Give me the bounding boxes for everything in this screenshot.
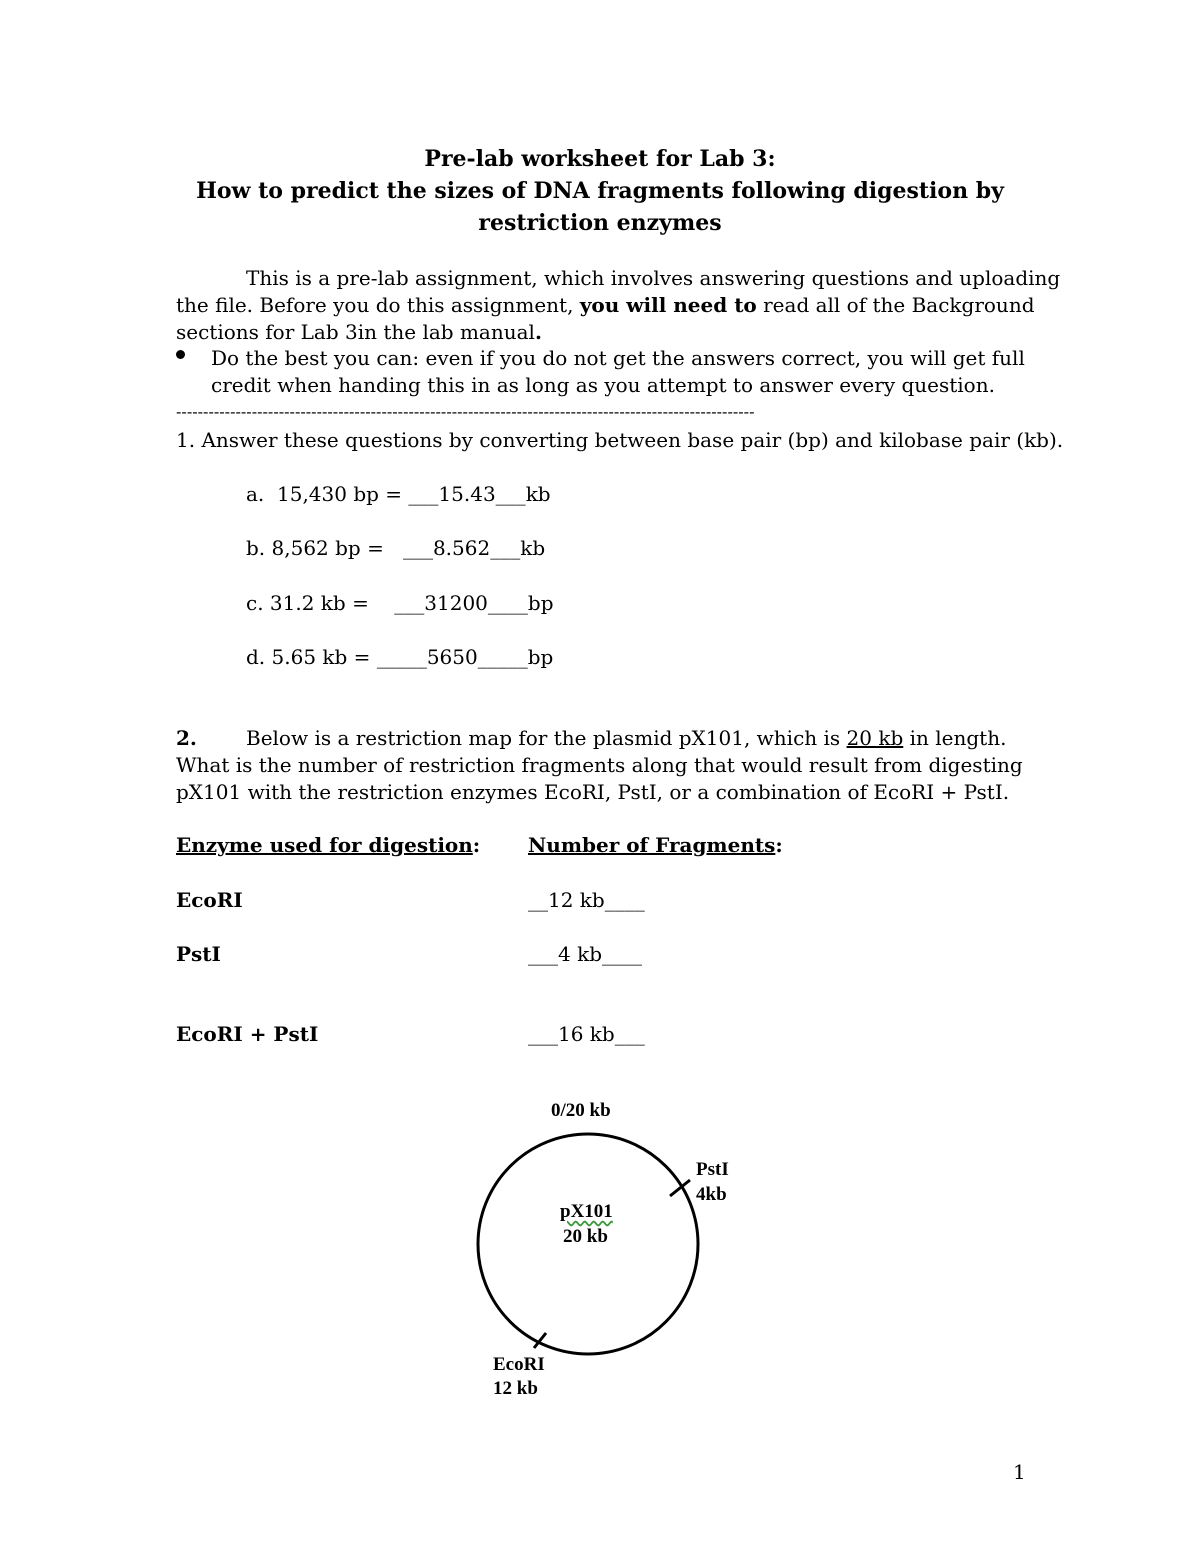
q2-plasmid-length: 20 kb <box>846 726 904 750</box>
row-enzyme-psti: PstI <box>176 942 221 966</box>
q1-item-a-unit: kb <box>525 482 551 506</box>
diagram-plasmid-size: 20 kb <box>563 1226 608 1247</box>
q1-item-a-answer: ___15.43___ <box>408 482 526 506</box>
q1-item-d-lead: d. 5.65 kb = <box>246 645 377 669</box>
diagram-origin-label: 0/20 kb <box>551 1100 611 1121</box>
diagram-ecori-position: 12 kb <box>493 1378 538 1399</box>
row-enzyme-combo: EcoRI + PstI <box>176 1022 319 1046</box>
q2-line-1-start: Below is a restriction map for the plasmid pX101, which is <box>246 726 847 750</box>
page-number: 1 <box>1013 1460 1026 1484</box>
q1-item-d-unit: bp <box>527 645 554 669</box>
bullet-line-1: Do the best you can: even if you do not get the answers correct, you will get full <box>211 346 1025 370</box>
row-answer-combo: ___16 kb___ <box>528 1022 645 1046</box>
q1-item-c-unit: bp <box>527 591 554 615</box>
row-answer-ecori: __12 kb____ <box>528 888 645 912</box>
bullet-line-2: credit when handing this in as long as you attempt to answer every question. <box>211 373 995 397</box>
diagram-psti-position: 4kb <box>696 1184 727 1205</box>
q1-item-d-answer: _____5650_____ <box>376 645 528 669</box>
intro-line-2-end: read all of the Background <box>756 293 1035 317</box>
q1-item-c-answer: ___31200____ <box>394 591 528 615</box>
diagram-plasmid-name-text: pX101 <box>560 1201 613 1222</box>
row-enzyme-ecori: EcoRI <box>176 888 243 912</box>
col-header-fragments-colon: : <box>775 833 783 857</box>
col-header-enzyme-text: Enzyme used for digestion <box>176 833 473 857</box>
q2-line-3: pX101 with the restriction enzymes EcoRI, PstI, or a combination of EcoRI + PstI. <box>176 780 1010 804</box>
title-line-3: restriction enzymes <box>478 210 722 236</box>
intro-line-3-period: . <box>534 320 542 344</box>
intro-line-1: This is a pre-lab assignment, which involves answering questions and uploading <box>246 266 1061 290</box>
q1-prompt: 1. Answer these questions by converting between base pair (bp) and kilobase pair (kb). <box>176 428 1064 452</box>
q1-item-a-lead: a. 15,430 bp = <box>246 482 409 506</box>
q2-number: 2. <box>176 726 197 750</box>
q1-item-b-unit: kb <box>520 536 546 560</box>
q2-line-2: What is the number of restriction fragments along that would result from digesting <box>176 753 1023 777</box>
separator-line: ----------------------------------------------------------------------------------------------------------- <box>176 402 755 421</box>
diagram-psti-label: PstI <box>696 1159 729 1180</box>
col-header-enzyme-colon: : <box>472 833 481 857</box>
row-answer-psti: ___4 kb____ <box>528 942 643 966</box>
q2-line-1-end: in length. <box>903 726 1007 750</box>
q1-item-b-answer: ___8.562___ <box>402 536 521 560</box>
intro-line-2-start: the file. Before you do this assignment, <box>176 293 580 317</box>
q1-item-c-lead: c. 31.2 kb = <box>246 591 395 615</box>
title-line-1: Pre-lab worksheet for Lab 3: <box>424 146 776 172</box>
q1-item-b-lead: b. 8,562 bp = <box>246 536 403 560</box>
diagram-ecori-label: EcoRI <box>493 1354 545 1375</box>
col-header-fragments-text: Number of Fragments <box>528 833 776 857</box>
diagram-plasmid-name <box>560 1201 613 1223</box>
intro-emphasis: you will need to <box>579 293 757 317</box>
title-line-2: How to predict the sizes of DNA fragments following digestion by <box>196 178 1004 204</box>
intro-line-3-text: sections for Lab 3in the lab manual <box>176 320 535 344</box>
